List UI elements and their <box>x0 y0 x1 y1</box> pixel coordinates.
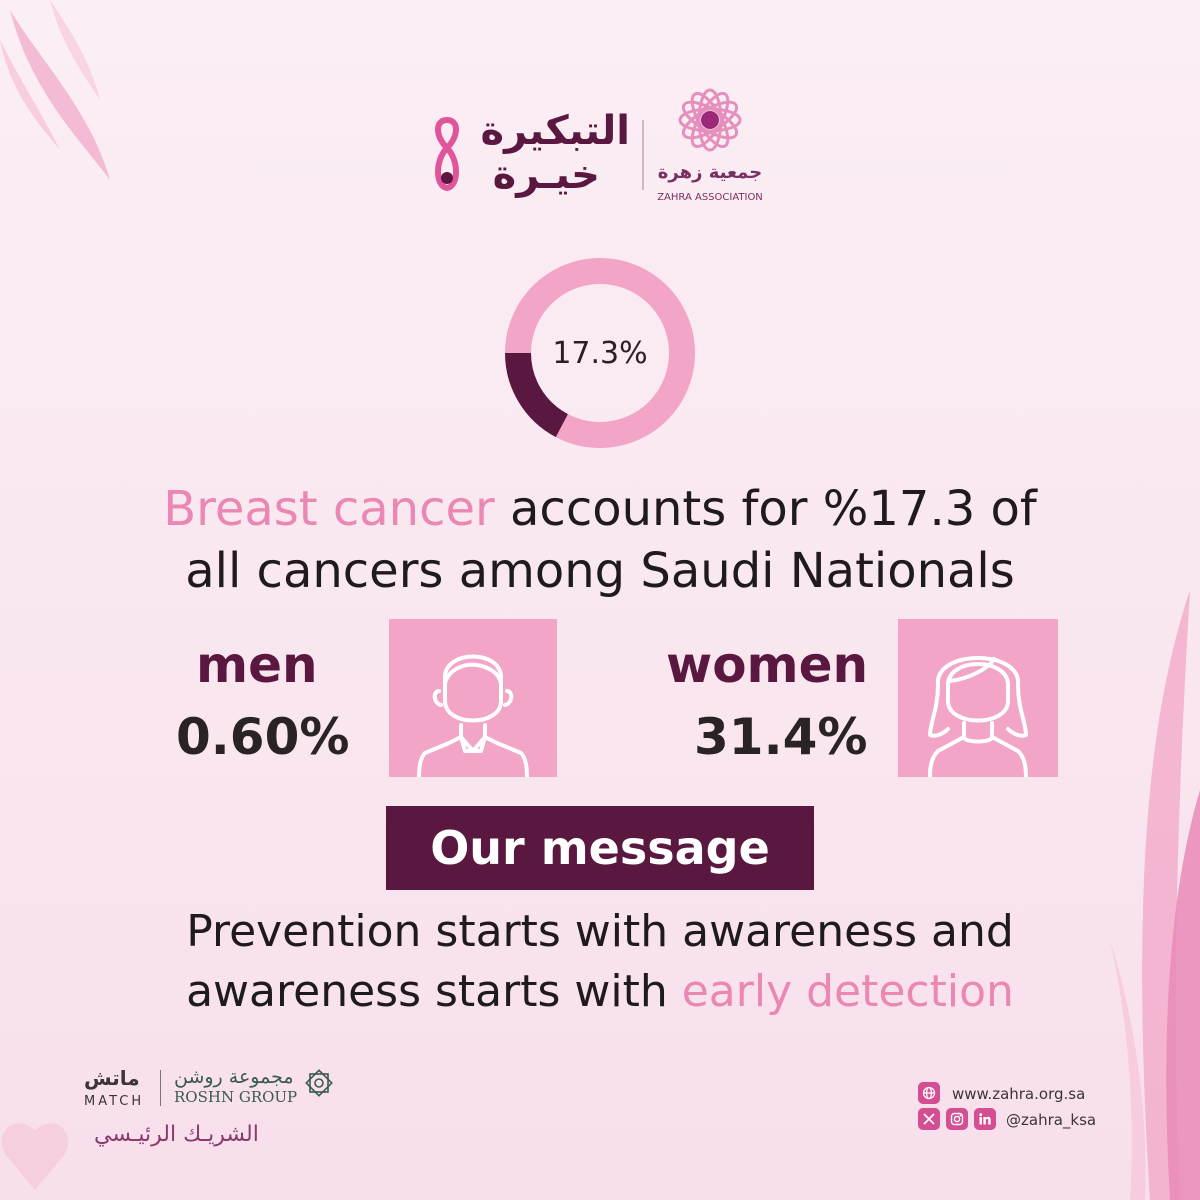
message-title: Our message <box>430 821 770 875</box>
message-line1: Prevention starts with awareness and <box>186 906 1014 957</box>
flower-logo-icon <box>668 80 752 160</box>
match-logo-english: MATCH <box>84 1094 145 1109</box>
partner-logos <box>70 1060 370 1170</box>
contact-info <box>918 1082 1148 1142</box>
instagram-icon[interactable] <box>946 1108 968 1130</box>
message-banner <box>386 806 814 890</box>
roshn-logo-english: ROSHN GROUP <box>174 1088 298 1106</box>
linkedin-icon[interactable] <box>974 1108 996 1130</box>
campaign-logo <box>415 100 630 200</box>
donut-center-label: 17.3% <box>552 335 648 371</box>
woman-icon <box>898 619 1058 777</box>
women-icon-box <box>898 619 1058 777</box>
main-partner-label: الشريـك الرئيـسي <box>94 1122 259 1147</box>
men-value: 0.60% <box>176 708 350 766</box>
message-body <box>0 902 1200 1022</box>
globe-icon[interactable] <box>918 1082 940 1104</box>
roshn-logo-arabic: مجموعة روشن <box>174 1066 294 1088</box>
org-name-english: ZAHRA ASSOCIATION <box>657 192 763 203</box>
women-label: women <box>666 636 869 694</box>
message-line2-plain: awareness starts with <box>186 966 682 1017</box>
ribbon-icon <box>427 114 467 194</box>
headline-line1-rest: accounts for %17.3 of <box>494 481 1037 537</box>
headline-line2: all cancers among Saudi Nationals <box>185 543 1015 599</box>
man-icon <box>389 619 557 777</box>
star-pattern-icon <box>304 1068 334 1098</box>
x-icon[interactable] <box>918 1108 940 1130</box>
women-value: 31.4% <box>694 708 868 766</box>
campaign-title-line2: خيـرة <box>492 152 600 198</box>
header-logos <box>0 80 1200 210</box>
men-label: men <box>196 636 318 694</box>
headline-accent: Breast cancer <box>163 481 495 537</box>
campaign-title-line1: التبكيرة <box>480 108 630 154</box>
website-link[interactable]: www.zahra.org.sa <box>952 1085 1086 1103</box>
org-name-arabic: جمعية زهرة <box>657 162 763 183</box>
match-logo-arabic: ماتش <box>84 1066 140 1090</box>
headline <box>0 478 1200 602</box>
zahra-logo <box>650 80 770 208</box>
social-handle[interactable]: @zahra_ksa <box>1006 1111 1097 1129</box>
message-line2-accent: early detection <box>681 966 1014 1017</box>
logo-divider <box>642 120 644 190</box>
partner-divider <box>160 1070 161 1106</box>
men-icon-box <box>389 619 557 777</box>
